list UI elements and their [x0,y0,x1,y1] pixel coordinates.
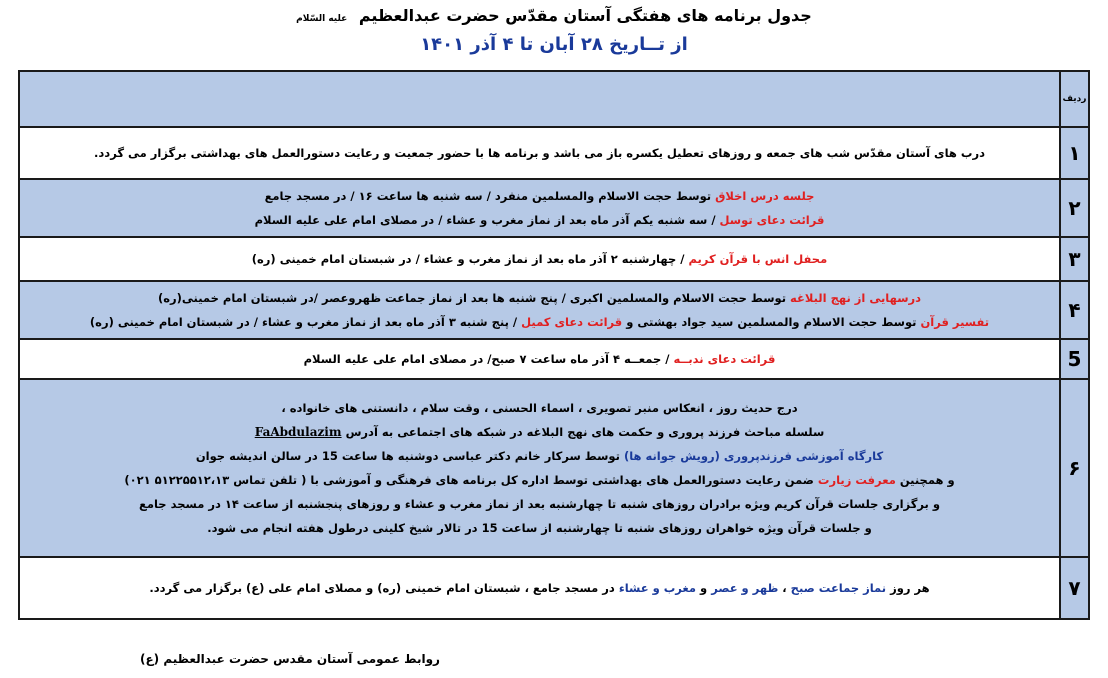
row-description [19,179,1060,237]
highlighted-text: محفل انس با قرآن کریم [688,252,828,266]
text-segment: / سه شنبه یکم آذر ماه بعد از نماز مغرب و عشاء / در مصلای امام علی علیه السلام [254,213,720,227]
row-number: ۱ [1060,127,1089,179]
highlighted-text: نماز جماعت صبح [790,581,887,595]
row-description [19,281,1060,339]
text-segment: درج حدیث روز ، انعکاس منبر تصویری ، اسماء الحسنی ، وقت سلام ، دانستنی های خانواده ، [281,401,798,415]
description-line [28,247,1051,271]
row-description [19,379,1060,557]
header-empty-cell [19,71,1060,127]
row-description [19,237,1060,281]
table-header-row [19,71,1089,127]
description-line [28,141,1051,165]
row-number: ۴ [1060,281,1089,339]
row-number: ۶ [1060,379,1089,557]
text-segment: / پنج شنبه ۳ آذر ماه بعد از نماز مغرب و عشاء / در شبستان امام خمینی (ره) [89,315,522,329]
description-line [28,208,1051,232]
text-segment: توسط سرکار خانم دکتر عباسی دوشنبه ها ساعت 15 در سالن اندیشه جوان [195,449,624,463]
table-row [19,127,1089,179]
description-line [28,492,1051,516]
text-segment: در مسجد جامع ، شبستان امام خمینی (ره) و مصلای امام علی (ع) برگزار می گردد. [149,581,619,595]
index-header: ردیف [1060,71,1089,127]
description-line [28,396,1051,420]
page-title-suffix: علیه السّلام [296,14,348,24]
text-segment: توسط حجت الاسلام والمسلمین منفرد / سه شنبه ها ساعت ۱۶ / در مسجد جامع [264,189,716,203]
row-number: ۲ [1060,179,1089,237]
description-line [28,516,1051,540]
text-segment: و [696,581,712,595]
text-segment: سلسله مباحث فرزند پروری و حکمت های نهج البلاغه در شبکه های اجتماعی به آدرس [341,425,825,439]
text-segment: / جمعــه ۴ آذر ماه ساعت ۷ صبح/ در مصلای امام علی علیه السلام [303,352,674,366]
text-segment: ضمن رعایت دستورالعمل های بهداشتی توسط اداره کل برنامه های فرهنگی و آموزشی با ( تلفن تماس ۵۱۲۲۵۵۱۲،۱۳ ۰۲۱) [124,473,818,487]
highlighted-text: قرائت دعای توسل [719,213,825,227]
description-line [28,310,1051,334]
footer-signature: روابط عمومی آستان مقدس حضرت عبدالعظیم (ع) [140,652,440,666]
date-range-subtitle: از تــاریخ ۲۸ آبان تا ۴ آذر ۱۴۰۱ [420,34,688,55]
table-row [19,379,1089,557]
text-segment: ، [778,581,791,595]
highlighted-text: جلسه درس اخلاق [715,189,815,203]
table-row [19,281,1089,339]
text-segment: توسط حجت الاسلام والمسلمین اکبری / پنج شنبه ها بعد از نماز جماعت ظهروعصر /در شبستان امام خمینی(ره) [157,291,791,305]
description-line [28,468,1051,492]
row-description [19,127,1060,179]
highlighted-text: کارگاه آموزشی فرزندپروری (رویش جوانه ها) [623,449,884,463]
row-description [19,339,1060,379]
text-segment: توسط حجت الاسلام والمسلمین سید جواد بهشتی و [622,315,921,329]
schedule-table [18,70,1090,620]
description-line [28,286,1051,310]
description-line [28,184,1051,208]
row-number: ۳ [1060,237,1089,281]
highlighted-text: معرفت زیارت [817,473,896,487]
highlighted-text: قرائت دعای کمیل [521,315,623,329]
row-number: 5 [1060,339,1089,379]
row-description [19,557,1060,619]
page-title-text: جدول برنامه های هفتگی آستان مقدّس حضرت عبدالعظیم [358,6,812,25]
table-row [19,557,1089,619]
text-segment: و برگزاری جلسات قرآن کریم ویژه برادران روزهای شنبه تا چهارشنبه بعد از نماز مغرب و عشاء و روزهای پنجشنبه از ساعت ۱۴ در مسجد جامع [138,497,941,511]
highlighted-text: تفسیر قرآن [920,315,990,329]
highlighted-text: مغرب و عشاء [618,581,697,595]
table-row [19,339,1089,379]
highlighted-text: درسهایی از نهج البلاغه [790,291,922,305]
text-segment: و جلسات قرآن ویژه خواهران روزهای شنبه تا چهارشنبه از ساعت 15 در تالار شیخ کلینی درطول هفته انجام می شود. [207,521,872,535]
text-segment: هر روز [886,581,930,595]
table-row [19,179,1089,237]
highlighted-text: قرائت دعای ندبــه [673,352,776,366]
page-title [0,6,1108,25]
description-line [28,576,1051,600]
highlighted-text: ظهر و عصر [711,581,779,595]
highlighted-text: FaAbdulazim [254,425,342,439]
row-number: ۷ [1060,557,1089,619]
table-row [19,237,1089,281]
text-segment: درب های آستان مقدّس شب های جمعه و روزهای تعطیل یکسره باز می باشد و برنامه ها با حضور جمعیت و رعایت دستورالعمل های بهداشتی برگزار می گردد. [94,146,985,160]
text-segment: و همچنین [895,473,955,487]
description-line [28,347,1051,371]
description-line [28,444,1051,468]
description-line [28,420,1051,444]
text-segment: / چهارشنبه ۲ آذر ماه بعد از نماز مغرب و عشاء / در شبستان امام خمینی (ره) [251,252,689,266]
